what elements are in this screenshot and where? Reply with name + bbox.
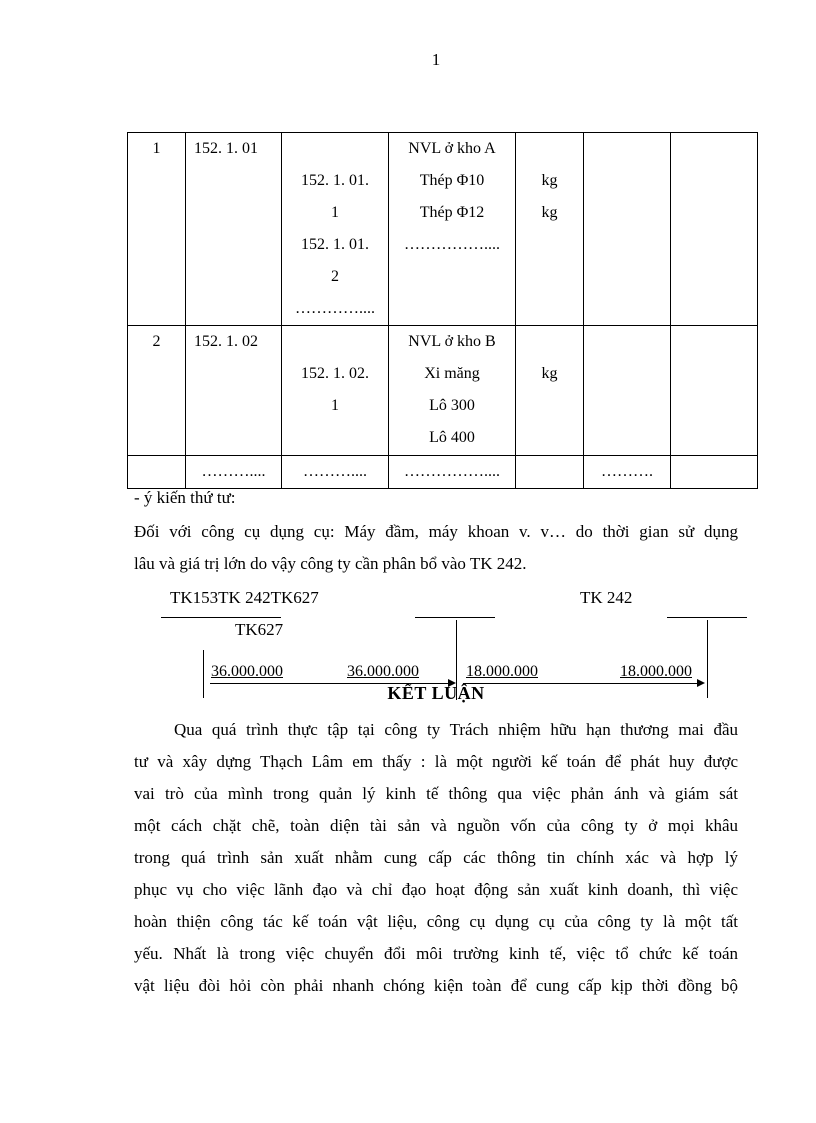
empty-cell — [584, 326, 671, 456]
paragraph-line: hoàn thiện công tác kế toán vật liệu, công cụ dụng cụ của công ty là một tất — [134, 912, 738, 931]
page-number: 1 — [431, 50, 441, 69]
table-row — [128, 133, 758, 326]
conclusion-paragraph — [134, 714, 738, 1002]
sub-account-cell: 152. 1. 01. 1 152. 1. 01. 2 ………….... — [282, 133, 389, 326]
account-cell: 152. 1. 01 — [186, 133, 282, 326]
empty-cell — [671, 456, 758, 489]
paragraph-line: Qua quá trình thực tập tại công ty Trách nhiệm hữu hạn thương mai đầu — [174, 720, 738, 739]
opinion-heading: - ý kiến thứ tư: — [134, 488, 236, 507]
name-cell: NVL ở kho B Xi măng Lô 300 Lô 400 — [389, 326, 516, 456]
t-account-top-line — [161, 617, 281, 618]
unit-cell — [516, 456, 584, 489]
amount: 36.000.000 — [347, 663, 419, 680]
name-cell: …………….... — [389, 456, 516, 489]
account-table — [127, 132, 758, 489]
name-cell: NVL ở kho A Thép Φ10 Thép Φ12 …………….... — [389, 133, 516, 326]
paragraph-line: vật liệu đòi hỏi còn phải nhanh chóng kiện toàn để cung cấp kịp thời đồng bộ — [134, 976, 738, 995]
table-row — [128, 456, 758, 489]
conclusion-heading: KẾT LUẬN — [387, 683, 485, 703]
amount: 36.000.000 — [211, 663, 283, 680]
paragraph-line: tư và xây dựng Thạch Lâm em thấy : là một người kế toán để phát huy được — [134, 752, 738, 771]
unit-cell: kg — [516, 326, 584, 456]
empty-cell — [671, 133, 758, 326]
sub-account-cell: 152. 1. 02. 1 — [282, 326, 389, 456]
account-cell: 152. 1. 02 — [186, 326, 282, 456]
empty-cell — [584, 133, 671, 326]
diagram-label-tk627: TK627 — [235, 620, 284, 639]
unit-cell: kg kg — [516, 133, 584, 326]
paragraph-line: phục vụ cho việc lãnh đạo và chỉ đạo hoạt động sản xuất kinh doanh, thì việc — [134, 880, 738, 899]
stt-cell — [128, 456, 186, 489]
paragraph-line: lâu và giá trị lớn do vậy công ty cần phân bổ vào TK 242. — [134, 554, 527, 573]
paragraph-line: Đối với công cụ dụng cụ: Máy đầm, máy khoan v. v… do thời gian sử dụng — [134, 522, 738, 541]
amount: 18.000.000 — [620, 663, 692, 680]
sub-account-cell: ……….... — [282, 456, 389, 489]
paragraph-line: một cách chặt chẽ, toàn diện tài sản và nguồn vốn của công ty ở mọi khâu — [134, 816, 738, 835]
account-cell: ……….... — [186, 456, 282, 489]
stt-cell: 1 — [128, 133, 186, 326]
t-account-top-line — [415, 617, 495, 618]
paragraph-line: vai trò của mình trong quản lý kinh tế thông qua việc phản ánh và giám sát — [134, 784, 738, 803]
empty-cell — [671, 326, 758, 456]
paragraph-tool-allocation — [134, 516, 738, 580]
diagram-account-labels: TK153TK 242TK627 — [170, 588, 319, 607]
diagram-label-tk242: TK 242 — [580, 588, 633, 607]
col6-cell: ………. — [584, 456, 671, 489]
amount: 18.000.000 — [466, 663, 538, 680]
t-account-top-line — [667, 617, 747, 618]
table-row — [128, 326, 758, 456]
paragraph-line: trong quá trình sản xuất nhằm cung cấp các thông tin chính xác và hợp lý — [134, 848, 738, 867]
paragraph-line: yếu. Nhất là trong việc chuyển đổi môi trường kinh tế, việc tổ chức kế toán — [134, 944, 738, 963]
stt-cell: 2 — [128, 326, 186, 456]
